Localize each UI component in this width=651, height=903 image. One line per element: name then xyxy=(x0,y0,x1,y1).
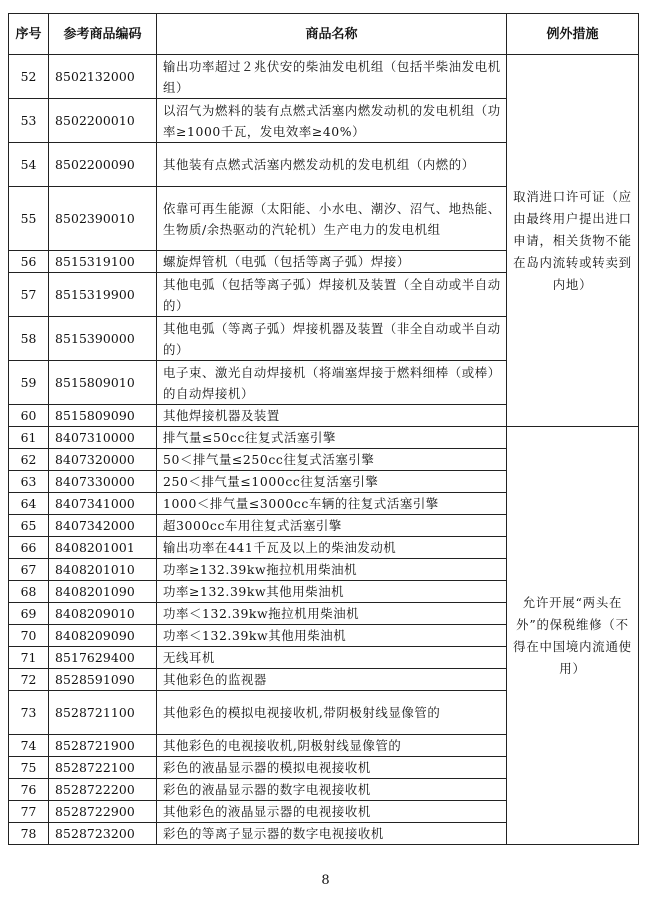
table-row xyxy=(9,427,639,449)
row-index: 60 xyxy=(9,405,49,427)
row-index: 64 xyxy=(9,493,49,515)
row-name: 功率＜132.39kw拖拉机用柴油机 xyxy=(157,603,507,625)
row-index: 66 xyxy=(9,537,49,559)
row-code: 8408201010 xyxy=(49,559,157,581)
row-name: 彩色的液晶显示器的数字电视接收机 xyxy=(157,779,507,801)
row-name: 50＜排气量≤250cc往复式活塞引擎 xyxy=(157,449,507,471)
row-name: 无线耳机 xyxy=(157,647,507,669)
row-index: 74 xyxy=(9,735,49,757)
row-code: 8528721100 xyxy=(49,691,157,735)
row-name: 依靠可再生能源（太阳能、小水电、潮汐、沼气、地热能、生物质/余热驱动的汽轮机）生产电力的发电机组 xyxy=(157,187,507,251)
row-name: 其他电弧（包括等离子弧）焊接机及装置（全自动或半自动的） xyxy=(157,273,507,317)
row-code: 8407330000 xyxy=(49,471,157,493)
exception-measures-table-container xyxy=(8,13,638,845)
header-name: 商品名称 xyxy=(157,14,507,55)
row-index: 78 xyxy=(9,823,49,845)
row-code: 8515319100 xyxy=(49,251,157,273)
table-header-row xyxy=(9,14,639,55)
row-index: 65 xyxy=(9,515,49,537)
row-name: 其他电弧（等离子弧）焊接机器及装置（非全自动或半自动的） xyxy=(157,317,507,361)
row-code: 8515319900 xyxy=(49,273,157,317)
row-code: 8407320000 xyxy=(49,449,157,471)
measure-cell-bonded-maintenance: 允许开展“两头在外”的保税维修（不得在中国境内流通使用） xyxy=(507,427,639,845)
row-index: 76 xyxy=(9,779,49,801)
row-code: 8528591090 xyxy=(49,669,157,691)
row-name: 其他彩色的电视接收机,阴极射线显像管的 xyxy=(157,735,507,757)
row-name: 以沼气为燃料的装有点燃式活塞内燃发动机的发电机组（功率≥1000千瓦，发电效率≥40%） xyxy=(157,99,507,143)
row-index: 69 xyxy=(9,603,49,625)
row-name: 250＜排气量≤1000cc往复活塞引擎 xyxy=(157,471,507,493)
header-index: 序号 xyxy=(9,14,49,55)
row-index: 53 xyxy=(9,99,49,143)
row-name: 输出功率超过２兆伏安的柴油发电机组（包括半柴油发电机组） xyxy=(157,55,507,99)
measure-cell-import-license: 取消进口许可证（应由最终用户提出进口申请，相关货物不能在岛内流转或转卖到内地） xyxy=(507,55,639,427)
row-code: 8515390000 xyxy=(49,317,157,361)
header-measure: 例外措施 xyxy=(507,14,639,55)
row-name: 其他焊接机器及装置 xyxy=(157,405,507,427)
row-index: 59 xyxy=(9,361,49,405)
header-code: 参考商品编码 xyxy=(49,14,157,55)
row-index: 56 xyxy=(9,251,49,273)
row-index: 61 xyxy=(9,427,49,449)
row-name: 彩色的液晶显示器的模拟电视接收机 xyxy=(157,757,507,779)
row-index: 68 xyxy=(9,581,49,603)
row-code: 8502200090 xyxy=(49,143,157,187)
row-code: 8515809010 xyxy=(49,361,157,405)
row-code: 8408201001 xyxy=(49,537,157,559)
row-name: 超3000cc车用往复式活塞引擎 xyxy=(157,515,507,537)
row-code: 8528722900 xyxy=(49,801,157,823)
row-name: 功率≥132.39kw其他用柴油机 xyxy=(157,581,507,603)
row-code: 8502390010 xyxy=(49,187,157,251)
row-index: 52 xyxy=(9,55,49,99)
table-row xyxy=(9,55,639,99)
row-name: 输出功率在441千瓦及以上的柴油发动机 xyxy=(157,537,507,559)
row-name: 电子束、激光自动焊接机（将端塞焊接于燃料细棒（或棒）的自动焊接机） xyxy=(157,361,507,405)
row-name: 其他彩色的模拟电视接收机,带阴极射线显像管的 xyxy=(157,691,507,735)
row-name: 1000＜排气量≤3000cc车辆的往复式活塞引擎 xyxy=(157,493,507,515)
row-name: 功率≥132.39kw拖拉机用柴油机 xyxy=(157,559,507,581)
row-name: 其他彩色的液晶显示器的电视接收机 xyxy=(157,801,507,823)
row-index: 63 xyxy=(9,471,49,493)
row-code: 8408209090 xyxy=(49,625,157,647)
row-code: 8528722100 xyxy=(49,757,157,779)
row-index: 71 xyxy=(9,647,49,669)
page-number: 8 xyxy=(321,873,330,888)
row-index: 77 xyxy=(9,801,49,823)
row-code: 8408201090 xyxy=(49,581,157,603)
row-index: 55 xyxy=(9,187,49,251)
row-code: 8528721900 xyxy=(49,735,157,757)
row-name: 功率＜132.39kw其他用柴油机 xyxy=(157,625,507,647)
exception-measures-table xyxy=(8,13,639,845)
row-code: 8502200010 xyxy=(49,99,157,143)
row-index: 75 xyxy=(9,757,49,779)
row-code: 8408209010 xyxy=(49,603,157,625)
table-body xyxy=(9,55,639,845)
row-code: 8502132000 xyxy=(49,55,157,99)
row-index: 73 xyxy=(9,691,49,735)
row-code: 8528723200 xyxy=(49,823,157,845)
row-code: 8407310000 xyxy=(49,427,157,449)
row-index: 72 xyxy=(9,669,49,691)
row-index: 70 xyxy=(9,625,49,647)
row-name: 彩色的等离子显示器的数字电视接收机 xyxy=(157,823,507,845)
row-code: 8515809090 xyxy=(49,405,157,427)
row-index: 57 xyxy=(9,273,49,317)
row-index: 62 xyxy=(9,449,49,471)
row-index: 58 xyxy=(9,317,49,361)
row-name: 其他彩色的监视器 xyxy=(157,669,507,691)
row-name: 螺旋焊管机（电弧（包括等离子弧）焊接） xyxy=(157,251,507,273)
row-code: 8407341000 xyxy=(49,493,157,515)
row-code: 8407342000 xyxy=(49,515,157,537)
row-code: 8528722200 xyxy=(49,779,157,801)
row-name: 排气量≤50cc往复式活塞引擎 xyxy=(157,427,507,449)
row-index: 67 xyxy=(9,559,49,581)
row-name: 其他装有点燃式活塞内燃发动机的发电机组（内燃的） xyxy=(157,143,507,187)
row-code: 8517629400 xyxy=(49,647,157,669)
row-index: 54 xyxy=(9,143,49,187)
